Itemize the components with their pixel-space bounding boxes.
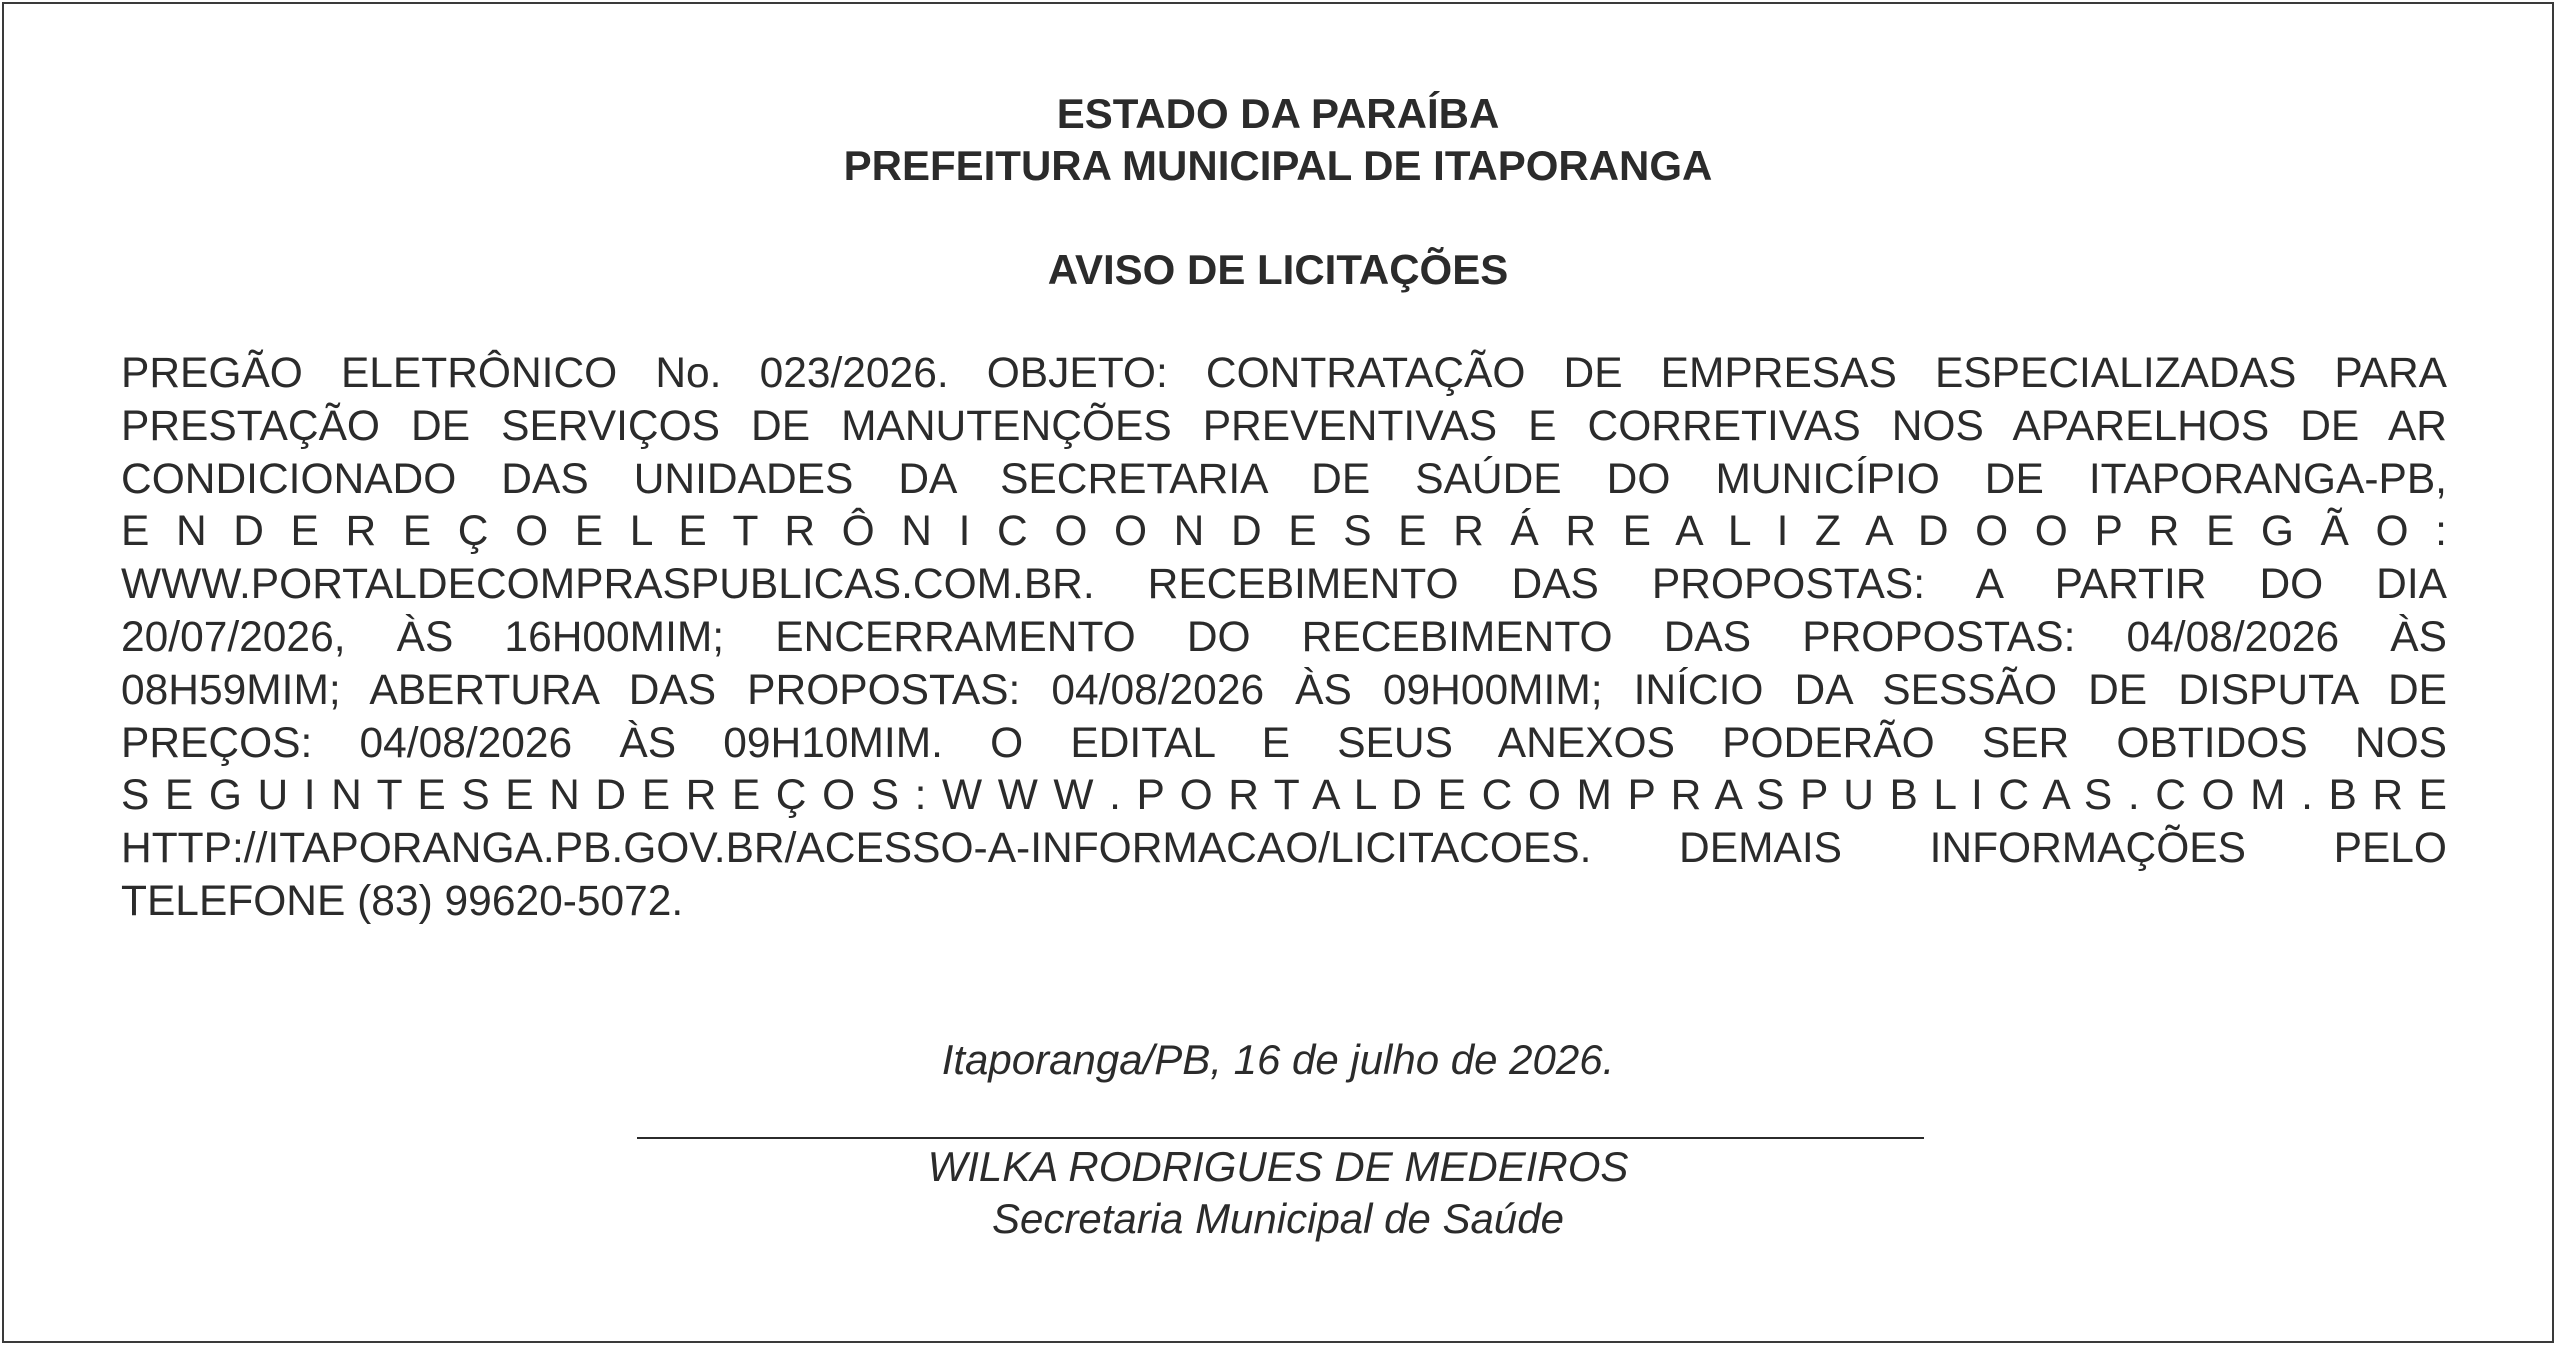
body-line: S E G U I N T E S E N D E R E Ç O S : W W W . P O R T A L D E C O M P R A S P U B L I C A S . C O M . B R E: [121, 772, 2447, 820]
signer-role: Secretaria Municipal de Saúde: [991, 1195, 1564, 1242]
body-line: 08H59MIM; ABERTURA DAS PROPOSTAS: 04/08/2026 ÀS 09H00MIM; INÍCIO DA SESSÃO DE DISPUTA DE: [121, 666, 2447, 714]
state-heading: ESTADO DA PARAÍBA: [1056, 90, 1500, 137]
body-line: E N D E R E Ç O E L E T R Ô N I C O O N D E S E R Á R E A L I Z A D O O P R E G Ã O :: [121, 508, 2447, 556]
body-line: PREÇOS: 04/08/2026 ÀS 09H10MIM. O EDITAL E SEUS ANEXOS PODERÃO SER OBTIDOS NOS: [121, 719, 2447, 767]
body-line: HTTP://ITAPORANGA.PB.GOV.BR/ACESSO-A-INFORMACAO/LICITACOES. DEMAIS INFORMAÇÕES PELO: [121, 825, 2447, 873]
signer-name: WILKA RODRIGUES DE MEDEIROS: [927, 1143, 1629, 1190]
place-date: Itaporanga/PB, 16 de julho de 2026.: [941, 1036, 1615, 1083]
city-hall-heading: PREFEITURA MUNICIPAL DE ITAPORANGA: [843, 142, 1713, 189]
body-line: PRESTAÇÃO DE SERVIÇOS DE MANUTENÇÕES PREVENTIVAS E CORRETIVAS NOS APARELHOS DE AR: [121, 402, 2447, 450]
notice-body: [121, 348, 2447, 929]
body-line: WWW.PORTALDECOMPRASPUBLICAS.COM.BR. RECEBIMENTO DAS PROPOSTAS: A PARTIR DO DIA: [121, 561, 2447, 609]
body-line: PREGÃO ELETRÔNICO No. 023/2026. OBJETO: CONTRATAÇÃO DE EMPRESAS ESPECIALIZADAS PARA: [121, 350, 2447, 397]
body-line: TELEFONE (83) 99620-5072.: [121, 877, 684, 925]
notice-frame: [2, 2, 2554, 1343]
notice-title: AVISO DE LICITAÇÕES: [1047, 246, 1509, 293]
body-line: CONDICIONADO DAS UNIDADES DA SECRETARIA DE SAÚDE DO MUNICÍPIO DE ITAPORANGA-PB,: [121, 455, 2447, 503]
body-line: 20/07/2026, ÀS 16H00MIM; ENCERRAMENTO DO RECEBIMENTO DAS PROPOSTAS: 04/08/2026 ÀS: [121, 613, 2447, 661]
signature-line: [637, 1137, 1924, 1139]
